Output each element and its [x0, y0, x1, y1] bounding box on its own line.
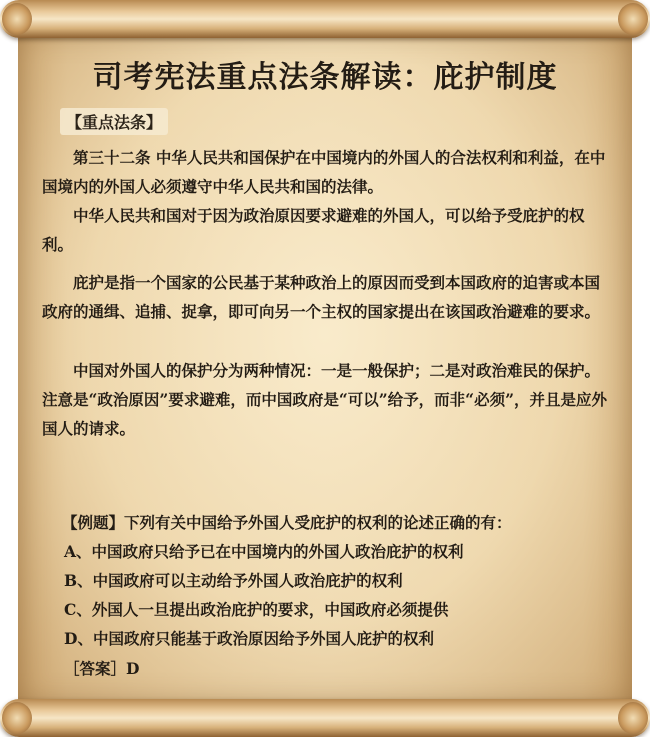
option-b: B、中国政府可以主动给予外国人政治庇护的权利: [64, 571, 403, 590]
answer-text: ［答案］D: [64, 659, 140, 678]
question-text: 【例题】下列有关中国给予外国人受庇护的权利的论述正确的有：: [62, 513, 512, 532]
explanation-paragraph: 庇护是指一个国家的公民基于某种政治上的原因而受到本国政府的迫害或本国政府的通缉、追捕、捉拿，即可向另一个主权的国家提出在该国政治避难的要求。: [42, 273, 601, 321]
article-paragraph: 中华人民共和国对于因为政治原因要求避难的外国人，可以给予受庇护的权利。: [42, 206, 585, 254]
option-d: D、中国政府只能基于政治原因给予外国人庇护的权利: [64, 629, 434, 648]
option-a: A、中国政府只给予已在中国境内的外国人政治庇护的权利: [64, 542, 464, 561]
example-question: [62, 512, 622, 680]
article-paragraph: 第三十二条 中华人民共和国保护在中国境内的外国人的合法权利和利益，在中国境内的外国人必须遵守中华人民共和国的法律。: [42, 148, 606, 196]
section-label: 【重点法条】: [60, 108, 168, 135]
scroll-bottom-roller: [0, 699, 650, 737]
option-c: C、外国人一旦提出政治庇护的要求，中国政府必须提供: [64, 600, 449, 619]
explanation-paragraph: 中国对外国人的保护分为两种情况：一是一般保护；二是对政治难民的保护。注意是“政治原因”要求避难，而中国政府是“可以”给予，而非“必须”，并且是应外国人的请求。: [42, 361, 607, 438]
scroll-top-roller: [0, 0, 650, 38]
page-title: 司考宪法重点法条解读：庇护制度: [92, 60, 558, 95]
